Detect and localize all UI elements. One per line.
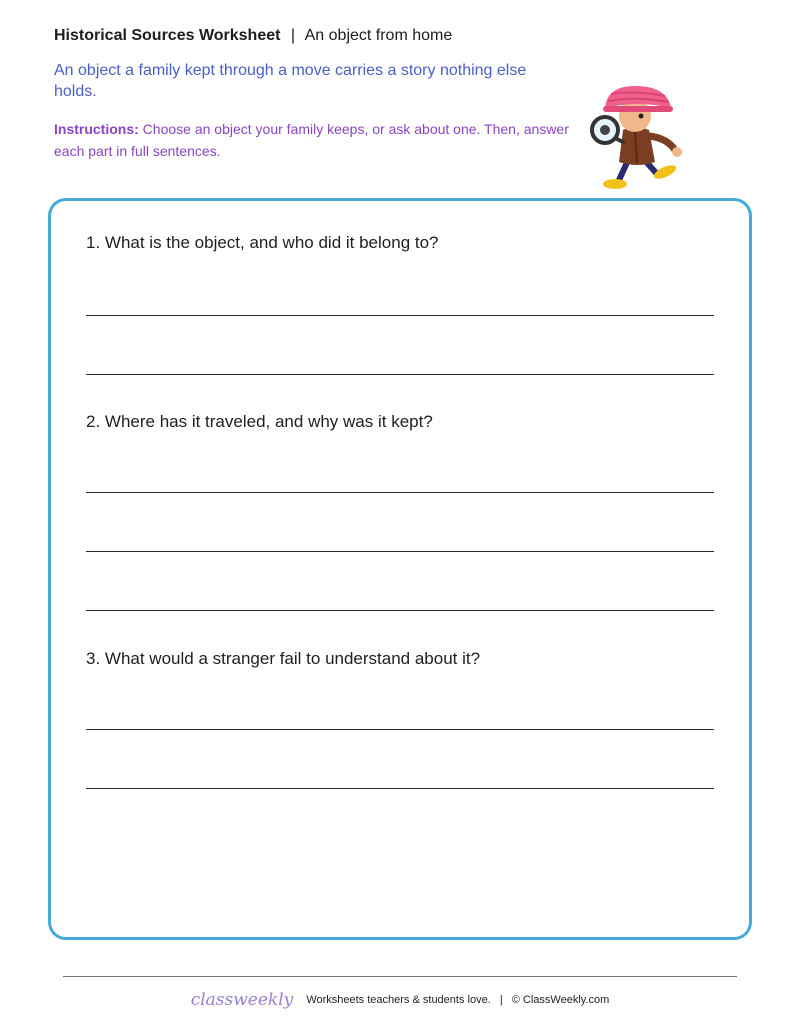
worksheet-title: Historical Sources Worksheet [54,27,281,44]
answer-line[interactable] [86,788,714,789]
instructions [54,118,584,162]
worksheet-header [54,27,754,45]
footer-divider [63,976,737,977]
questions-card [48,198,752,940]
instructions-label: Instructions: [54,121,139,137]
answer-line[interactable] [86,374,714,375]
answer-line[interactable] [86,315,714,316]
brand-logo: classweekly [190,990,294,1010]
instructions-text: Choose an object your family keeps, or ask about one. Then, answer each part in full sentences. [54,121,569,159]
footer [0,990,800,1010]
question-1: 1. What is the object, and who did it belong to? [86,233,439,252]
worksheet-subtitle: An object from home [304,27,453,44]
intro-text: An object a family kept through a move carries a story nothing else holds. [54,62,527,100]
header-separator: | [290,27,296,44]
detective-mascot-icon [575,78,695,196]
answer-line[interactable] [86,492,714,493]
answer-line[interactable] [86,610,714,611]
answer-line[interactable] [86,551,714,552]
question-2: 2. Where has it traveled, and why was it kept? [86,412,433,431]
footer-copyright: © ClassWeekly.com [511,994,610,1006]
question-3: 3. What would a stranger fail to understand about it? [86,649,481,668]
footer-tagline: Worksheets teachers & students love. [306,994,491,1006]
footer-separator: | [499,994,503,1006]
answer-line[interactable] [86,729,714,730]
